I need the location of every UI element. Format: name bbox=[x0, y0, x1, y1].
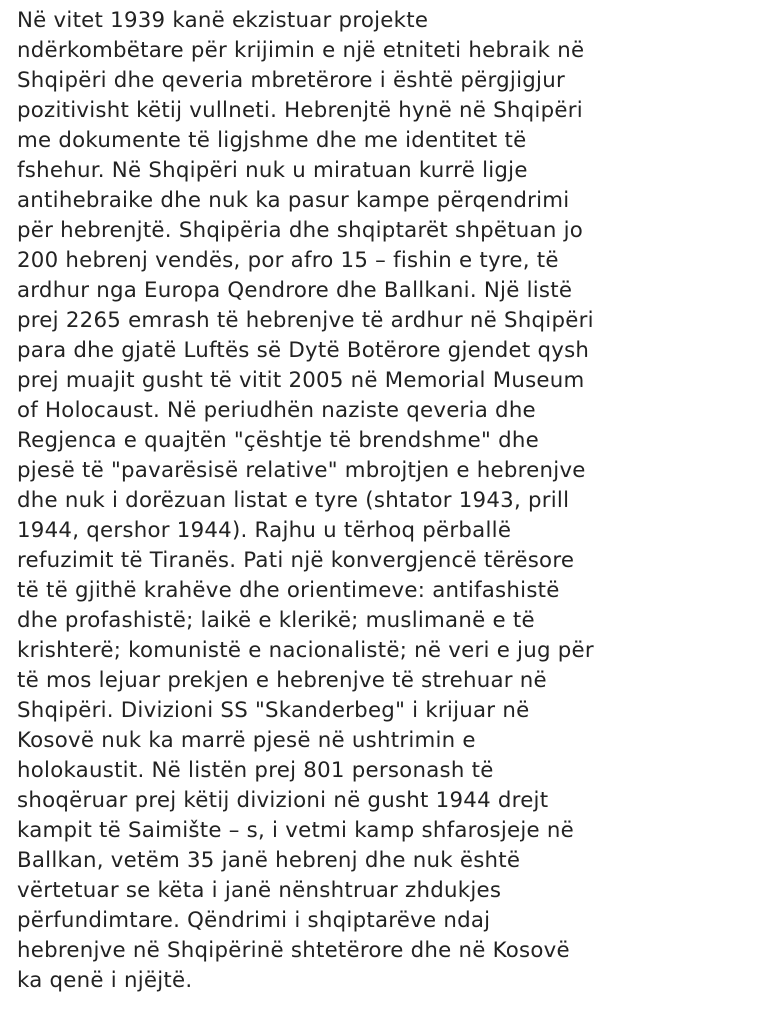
paragraph-line: pozitivisht këtij vullneti. Hebrenjtë hynë në Shqipëri bbox=[17, 98, 583, 123]
paragraph-line: vërtetuar se këta i janë nënshtruar zhdukjes bbox=[17, 878, 502, 903]
paragraph-line: prej muajit gusht të vitit 2005 në Memorial Museum bbox=[17, 368, 585, 393]
paragraph-line: 1944, qershor 1944). Rajhu u tërhoq përballë bbox=[17, 518, 512, 543]
paragraph-line: para dhe gjatë Luftës së Dytë Botërore gjendet qysh bbox=[17, 338, 590, 363]
paragraph-line: hebrenjve në Shqipërinë shtetërore dhe në Kosovë bbox=[17, 938, 570, 963]
paragraph-line: të të gjithë krahëve dhe orientimeve: antifashistë bbox=[17, 578, 560, 603]
paragraph-line: 200 hebrenj vendës, por afro 15 – fishin e tyre, të bbox=[17, 248, 559, 273]
paragraph-line: Ballkan, vetëm 35 janë hebrenj dhe nuk është bbox=[17, 848, 521, 873]
paragraph-line: Shqipëri dhe qeveria mbretërore i është përgjigjur bbox=[17, 68, 565, 93]
paragraph-line: ardhur nga Europa Qendrore dhe Ballkani. Një listë bbox=[17, 278, 573, 303]
paragraph-line: prej 2265 emrash të hebrenjve të ardhur në Shqipëri bbox=[17, 308, 594, 333]
paragraph-line: ndërkombëtare për krijimin e një etniteti hebraik në bbox=[17, 38, 585, 63]
paragraph-line: pjesë të "pavarësisë relative" mbrojtjen e hebrenjve bbox=[17, 458, 586, 483]
paragraph-line: për hebrenjtë. Shqipëria dhe shqiptarët shpëtuan jo bbox=[17, 218, 584, 243]
paragraph-line: Kosovë nuk ka marrë pjesë në ushtrimin e bbox=[17, 728, 476, 753]
paragraph-line: refuzimit të Tiranës. Pati një konvergjencë tërësore bbox=[17, 548, 575, 573]
paragraph-line: dhe profashistë; laikë e klerikë; muslimanë e të bbox=[17, 608, 535, 633]
paragraph-line: fshehur. Në Shqipëri nuk u miratuan kurrë ligje bbox=[17, 158, 528, 183]
paragraph-line: Regjenca e quajtën "çështje të brendshme" dhe bbox=[17, 428, 539, 453]
paragraph-line: holokaustit. Në listën prej 801 personash të bbox=[17, 758, 494, 783]
paragraph-line: shoqëruar prej këtij divizioni në gusht 1944 drejt bbox=[17, 788, 549, 813]
paragraph-line: përfundimtare. Qëndrimi i shqiptarëve ndaj bbox=[17, 908, 491, 933]
paragraph-line: ka qenë i njëjtë. bbox=[17, 968, 193, 993]
paragraph-line: dhe nuk i dorëzuan listat e tyre (shtator 1943, prill bbox=[17, 488, 570, 513]
paragraph-line: of Holocaust. Në periudhën naziste qeveria dhe bbox=[17, 398, 536, 423]
paragraph-line: antihebraike dhe nuk ka pasur kampe përqendrimi bbox=[17, 188, 570, 213]
paragraph-line: krishterë; komunistë e nacionalistë; në veri e jug për bbox=[17, 638, 594, 663]
article-paragraph bbox=[17, 6, 748, 996]
paragraph-line: kampit të Saimište – s, i vetmi kamp shfarosjeje në bbox=[17, 818, 574, 843]
paragraph-line: të mos lejuar prekjen e hebrenjve të strehuar në bbox=[17, 668, 547, 693]
paragraph-line: Në vitet 1939 kanë ekzistuar projekte bbox=[17, 8, 429, 33]
paragraph-line: me dokumente të ligjshme dhe me identitet të bbox=[17, 128, 527, 153]
paragraph-line: Shqipëri. Divizioni SS "Skanderbeg" i krijuar në bbox=[17, 698, 530, 723]
